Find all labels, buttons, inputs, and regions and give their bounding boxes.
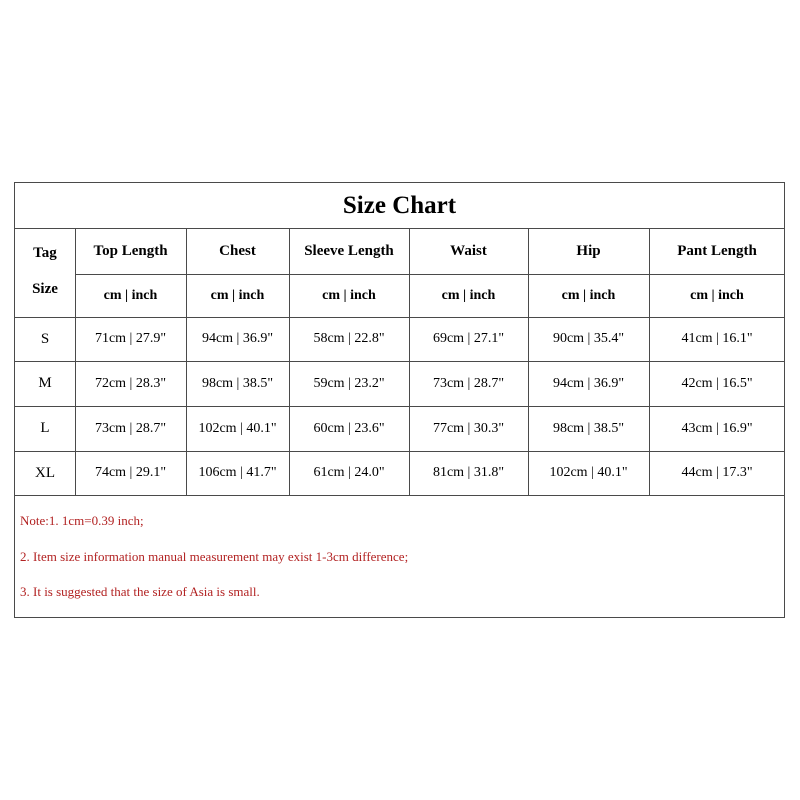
- column-header: Top Length: [93, 243, 168, 259]
- table-cell: 98cm | 38.5": [201, 375, 274, 391]
- size-label: L: [40, 420, 50, 436]
- table-cell: 42cm | 16.5": [681, 375, 753, 391]
- table-cell: 102cm | 40.1": [198, 420, 277, 436]
- table-cell: 102cm | 40.1": [549, 465, 628, 480]
- table-cell: 81cm | 31.8": [432, 465, 505, 480]
- column-unit-label: cm | inch: [322, 287, 376, 303]
- table-cell: 90cm | 35.4": [552, 331, 625, 346]
- tag-header: Tag: [33, 244, 57, 261]
- table-cell: 44cm | 17.3": [681, 465, 753, 480]
- table-cell: 41cm | 16.1": [681, 331, 753, 346]
- table-cell: 43cm | 16.9": [681, 420, 753, 436]
- row-divider: [15, 495, 784, 496]
- table-cell: 98cm | 38.5": [552, 420, 625, 436]
- column-header: Hip: [576, 243, 601, 259]
- note-3: 3. It is suggested that the size of Asia is small.: [20, 584, 260, 599]
- column-header: Sleeve Length: [304, 243, 394, 259]
- chart-title: Size Chart: [15, 183, 784, 229]
- column-header: Waist: [450, 243, 487, 259]
- size-header: Size: [32, 280, 58, 297]
- size-label: XL: [35, 464, 55, 481]
- column-header: Pant Length: [677, 243, 757, 259]
- note-2: 2. Item size information manual measurement may exist 1-3cm difference;: [20, 549, 409, 564]
- table-cell: 72cm | 28.3": [94, 375, 167, 391]
- table-cell: 77cm | 30.3": [432, 420, 505, 436]
- table-cell: 94cm | 36.9": [201, 331, 274, 346]
- size-label: M: [38, 375, 52, 391]
- table-cell: 71cm | 27.9": [94, 331, 167, 346]
- size-label: S: [40, 330, 50, 347]
- table-cell: 94cm | 36.9": [552, 375, 625, 391]
- column-unit-label: cm | inch: [441, 287, 496, 303]
- note-1: Note:1. 1cm=0.39 inch;: [20, 513, 144, 528]
- table-cell: 59cm | 23.2": [313, 375, 385, 391]
- table-cell: 58cm | 22.8": [313, 331, 385, 346]
- table-cell: 69cm | 27.1": [432, 331, 505, 346]
- table-cell: 74cm | 29.1": [94, 465, 167, 480]
- table-cell: 73cm | 28.7": [94, 420, 167, 436]
- column-unit-label: cm | inch: [210, 287, 265, 303]
- column-unit-label: cm | inch: [690, 287, 744, 303]
- size-chart-table: [14, 182, 785, 618]
- column-header: Chest: [219, 243, 256, 259]
- table-cell: 106cm | 41.7": [198, 465, 277, 480]
- table-cell: 73cm | 28.7": [432, 375, 505, 391]
- table-cell: 60cm | 23.6": [313, 420, 385, 436]
- column-unit-label: cm | inch: [561, 287, 616, 303]
- table-cell: 61cm | 24.0": [313, 465, 385, 480]
- column-unit-label: cm | inch: [103, 287, 158, 303]
